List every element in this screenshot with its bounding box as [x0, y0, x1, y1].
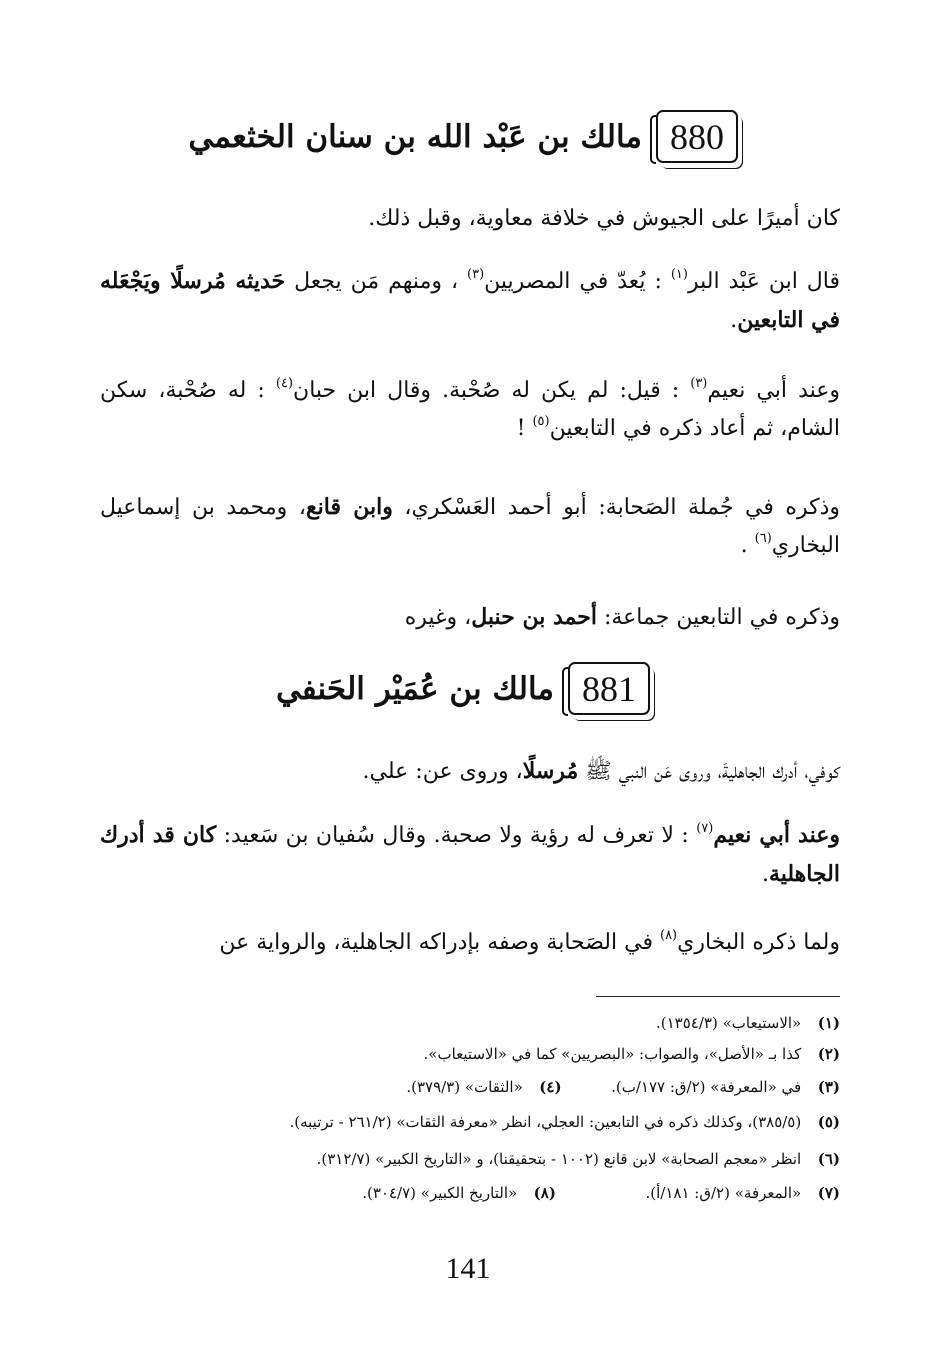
paragraph-text: وعند أبي نعيم: [707, 378, 841, 403]
footnote-text: (٣٨٥/٥)، وكذلك ذكره في التابعين: العجلي، انظر «معرفة الثقات» (٢٦١/٢ - ترتيبه).: [289, 1113, 802, 1131]
paragraph-text: ، ومحمد بن إسماعيل البخاري: [100, 495, 840, 558]
bold-phrase: وعند أبي نعيم: [713, 822, 840, 848]
bold-phrase: كان قد أدرك الجاهلية: [100, 822, 840, 887]
footnote: [424, 1045, 840, 1064]
entry-number-badge: 881: [568, 662, 650, 715]
paragraph-text: وذكره في جُملة الصَحابة: أبو أحمد العَسْكري،: [404, 495, 840, 520]
footnote-ref: (١): [670, 267, 688, 282]
paragraph-text: !: [516, 416, 526, 441]
footnote-ref: (٦): [754, 531, 772, 546]
footnote-text: «الاستيعاب» (١٣٥٤/٣).: [656, 1014, 802, 1032]
paragraph: [100, 488, 840, 565]
footnote-ref: (٧): [696, 821, 714, 836]
paragraph-text: : يُعدّ في المصريين: [484, 269, 662, 294]
entry-title: مالك بن عُمَيْر الحَنفي: [275, 670, 554, 707]
bold-phrase: وابن قانع: [305, 494, 393, 520]
entry-880-header: [188, 110, 738, 163]
paragraph-text: : قيل: لم يكن له صُحْبة. وقال ابن حبان: [293, 378, 680, 403]
footnote: [362, 1184, 840, 1203]
paragraph-text: قال ابن عَبْد البر: [687, 269, 840, 294]
footnote-ref: (٥): [532, 414, 550, 429]
paragraph-text: كان أميرًا على الجيوش في خلافة معاوية، وقبل ذلك.: [368, 206, 840, 231]
bold-phrase: حَديثه مُرسلًا ويَجْعَله في التابعين: [100, 268, 840, 333]
paragraph-text: ، وروى عن: علي.: [362, 759, 523, 784]
footnote: [656, 1014, 840, 1033]
paragraph-text: .: [740, 533, 748, 558]
footnote-number: (٣): [817, 1078, 840, 1096]
paragraph-text: في الصَحابة وصفه بإدراكه الجاهلية، والرواية عن: [219, 930, 653, 955]
page-number: 141: [445, 1252, 491, 1285]
paragraph-text: .: [730, 308, 738, 333]
entry-881-header: [276, 662, 650, 715]
paragraph: [100, 262, 840, 340]
paragraph: [100, 200, 840, 238]
footnote: [289, 1113, 840, 1132]
paragraph-text: ولما ذكره البخاري: [677, 930, 840, 955]
footnote-number: (٧): [817, 1184, 840, 1202]
footnote-number: (٦): [817, 1150, 840, 1168]
paragraph-text: ، وغيره: [404, 605, 472, 630]
footnote-text: «المعرفة» (٢/ق: ١٨١/أ).: [645, 1184, 802, 1202]
footnote-number: (٥): [817, 1113, 840, 1131]
footnote-number: (٢): [817, 1045, 840, 1063]
bold-phrase: مُرسلًا: [522, 758, 579, 784]
footnote-ref: (٣): [467, 267, 485, 282]
footnote-text: كذا بـ «الأصل»، والصواب: «البصريين» كما في «الاستيعاب».: [423, 1045, 802, 1063]
footnote-number: (٨): [533, 1184, 556, 1202]
paragraph-text: وذكره في التابعين جماعة:: [603, 605, 840, 630]
paragraph: [100, 752, 840, 791]
footnote-number: (١): [817, 1014, 840, 1032]
paragraph-text: ، ومنهم مَن يجعل: [294, 269, 459, 294]
entry-title: مالك بن عَبْد الله بن سنان الخثعمي: [188, 118, 642, 155]
paragraph-text: .: [761, 862, 769, 887]
paragraph: [100, 598, 840, 637]
footnote-number: (٤): [539, 1078, 562, 1096]
paragraph: [100, 924, 840, 962]
footnote-text: في «المعرفة» (٢/ق: ١٧٧/ب).: [611, 1078, 802, 1096]
bold-phrase: أحمد بن حنبل: [471, 604, 597, 630]
footnote: [406, 1078, 840, 1097]
entry-number-badge: 880: [656, 110, 738, 163]
paragraph-text: : لا تعرف له رؤية ولا صحبة. وقال سُفيان بن سَعيد:: [223, 823, 689, 848]
paragraph-text: : له صُحْبة، سكن الشام، ثم أعاد ذكره في التابعين: [100, 378, 840, 441]
paragraph-text: كوفي، أدرك الجاهليةَ، وروى عَن النبي ﷺ: [585, 759, 840, 784]
footnote-ref: (٣): [690, 376, 708, 391]
footnote-text: انظر «معجم الصحابة» لابن قانع (١٠٠٢ - بتحقيقنا)، و «التاريخ الكبير» (٣١٢/٧).: [316, 1150, 802, 1168]
paragraph: [100, 816, 840, 894]
footnote: [317, 1150, 840, 1169]
footnote-separator: [596, 996, 840, 997]
footnote-ref: (٤): [275, 376, 294, 391]
paragraph: [100, 372, 840, 448]
footnote-text: «الثقات» (٣٧٩/٣).: [406, 1078, 523, 1096]
footnote-ref: (٨): [659, 928, 678, 943]
footnote-text: «التاريخ الكبير» (٣٠٤/٧).: [362, 1184, 518, 1202]
